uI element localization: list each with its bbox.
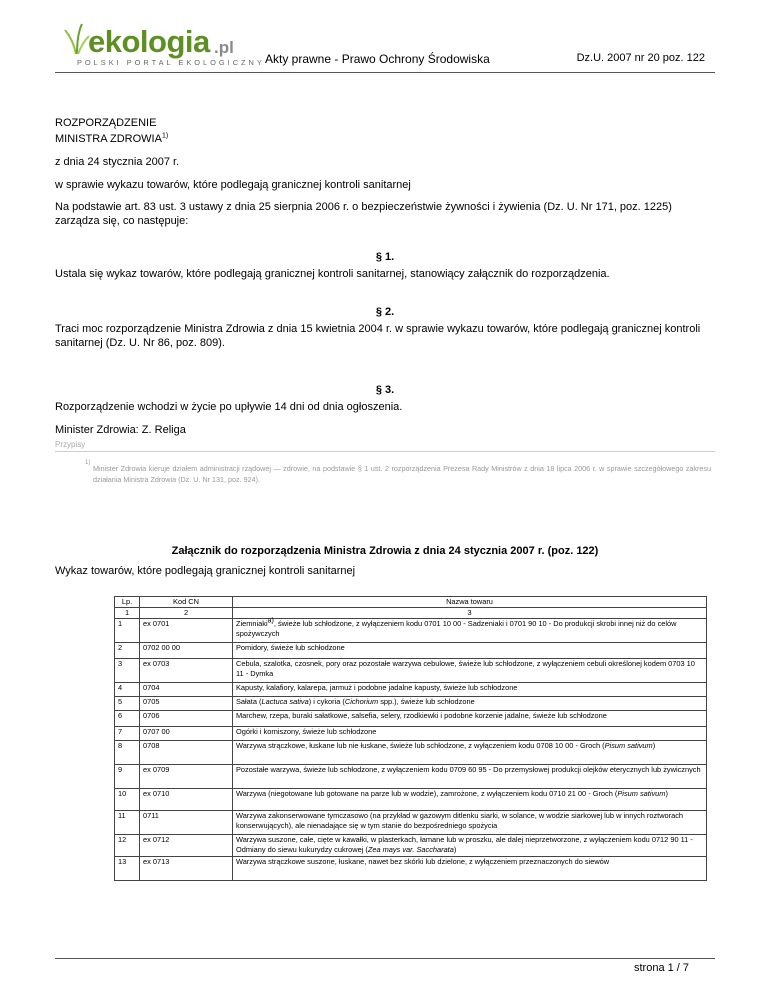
table-header-row [115,597,707,608]
header-code: Kod CN [140,597,233,608]
row-name [233,683,707,697]
row-name-end: spp.), świeże lub schłodzone [378,697,475,706]
row-name [233,835,707,857]
row-code: ex 0713 [140,857,233,881]
section-1-heading: § 1. [375,251,395,263]
row-name-end: Cebula, szalotka, czosnek, pory oraz pozostałe warzywa cebulowe, świeże lub schłodzone, z wyłączeniem cebuli określonej kodem 0703 10 11 - Dymka [236,659,695,678]
row-lp: 9 [115,765,140,789]
table-row [115,619,707,643]
row-name [233,789,707,811]
table-row [115,711,707,727]
table-body [115,619,707,881]
row-lp: 4 [115,683,140,697]
doc-issuer-text: MINISTRA ZDROWIA [55,133,162,145]
row-name [233,697,707,711]
header-num-3: 3 [233,608,707,619]
row-lp: 13 [115,857,140,881]
header-num-2: 2 [140,608,233,619]
row-latin-name: Pisum sativum [617,789,666,798]
table-row [115,835,707,857]
row-code: 0706 [140,711,233,727]
table-row [115,683,707,697]
row-name-end: Kapusty, kalafiory, kalarepa, jarmuż i podobne jadalne kapusty, świeże lub schłodzone [236,683,518,692]
row-lp: 11 [115,811,140,835]
row-name-end: Warzywa strączkowe suszone, łuskane, nawet bez skórki lub dzielone, z wyłączeniem przeznaczonych do siewów [236,857,610,866]
doc-subject: w sprawie wykazu towarów, które podlegają granicznej kontroli sanitarnej [55,179,411,191]
doc-preamble: Na podstawie art. 83 ust. 3 ustawy z dnia 25 sierpnia 2006 r. o bezpieczeństwie żywności i żywienia (Dz. U. Nr 171, poz. 1225) zarządza się, co następuje: [55,201,672,227]
doc-type: ROZPORZĄDZENIE [55,117,157,129]
row-name [233,711,707,727]
row-name-start: Sałata ( [236,697,262,706]
row-code: 0708 [140,741,233,765]
header-lp: Lp. [115,597,140,608]
row-name-middle: ) i cykoria ( [308,697,345,706]
header-title: Akty prawne - Prawo Ochrony Środowiska [265,52,490,66]
section-3-text: Rozporządzenie wchodzi w życie po upływie 14 dni od dnia ogłoszenia. [55,401,403,413]
table-number-row [115,608,707,619]
row-lp: 10 [115,789,140,811]
doc-date: z dnia 24 stycznia 2007 r. [55,156,180,168]
row-code: 0702 00 00 [140,643,233,659]
header-num-1: 1 [115,608,140,619]
section-3-heading: § 3. [375,384,395,396]
table-row [115,811,707,835]
ekologia-logo[interactable] [64,22,264,68]
row-lp: 2 [115,643,140,659]
page-number: strona 1 / 7 [634,962,690,974]
row-name-end: ) [453,845,457,854]
row-name-start: Ziemniaki [236,619,268,628]
logo-domain: .pl [214,38,234,57]
row-code: 0705 [140,697,233,711]
row-code: ex 0701 [140,619,233,643]
row-code: 0707 00 [140,727,233,741]
row-name-end: Ogórki i korniszony, świeże lub schłodzone [236,727,377,736]
row-lp: 8 [115,741,140,765]
logo-wordmark: ekologia [88,24,210,59]
section-1-text: Ustala się wykaz towarów, które podlegają granicznej kontroli sanitarnej, stanowiący załącznik do rozporządzenia. [55,268,610,280]
annex-title: Załącznik do rozporządzenia Ministra Zdrowia z dnia 24 stycznia 2007 r. (poz. 122) [171,545,599,557]
row-lp: 3 [115,659,140,683]
row-name-end: Marchew, rzepa, buraki sałatkowe, salsefia, selery, rzodkiewki i podobne korzenie jadalne, świeże lub schłodzone [236,711,607,720]
footnote-text: Minister Zdrowia kieruje działem administracji rządowej — zdrowie, na podstawie § 1 ust. 2 rozporządzenia Prezesa Rady Ministrów z dnia 18 lipca 2006 r. w sprawie szczegółowego zakresu działania Ministra Zdrowia (Dz. U. Nr 131, poz. 924). [93,464,711,484]
row-code: ex 0712 [140,835,233,857]
leaf-icon [64,22,90,56]
row-name-end: , świeże lub schłodzone, z wyłączeniem kodu 0701 10 00 - Sadzeniaki i 0701 90 10 - Do produkcji skrobi innej niż do celów spożywczych [236,619,677,638]
header-name: Nazwa towaru [233,597,707,608]
table-row [115,857,707,881]
table-row [115,697,707,711]
footnote-number: 1) [85,460,91,466]
row-code: ex 0703 [140,659,233,683]
footnotes-divider [55,451,715,452]
table-row [115,765,707,789]
table-row [115,789,707,811]
row-name [233,857,707,881]
footer-divider [55,958,715,959]
section-2-heading: § 2. [375,306,395,318]
row-lp: 5 [115,697,140,711]
row-latin-name: Pisum sativum [604,741,653,750]
table-row [115,643,707,659]
table-row [115,659,707,683]
footnotes-label: Przypisy [55,440,86,449]
goods-table [114,596,707,881]
row-lp: 1 [115,619,140,643]
page-header [55,20,715,72]
row-latin-name: Zea mays var. Saccharata [367,845,454,854]
row-latin-name: Cichorium [344,697,379,706]
row-name [233,741,707,765]
row-code: 0711 [140,811,233,835]
row-name-start: Warzywa (niegotowane lub gotowane na parze lub w wodzie), zamrożone, z wyłączeniem kodu 0710 21 00 - Groch ( [236,789,618,798]
row-name [233,811,707,835]
row-footnote-ref[interactable]: a) [267,617,274,625]
table-row [115,727,707,741]
row-code: ex 0709 [140,765,233,789]
issuer-footnote-ref[interactable]: 1) [161,132,169,140]
row-name [233,619,707,643]
row-lp: 12 [115,835,140,857]
row-name-end: Warzywa zakonserwowane tymczasowo (na przykład w gazowym ditlenku siarki, w solance, w wodzie siarkowej lub w innych roztworach konserwujących), ale nienadające się w tym stanie do bezpośredniego spożycia [236,811,684,830]
annex-subtitle: Wykaz towarów, które podlegają granicznej kontroli sanitarnej [55,565,356,577]
header-reference: Dz.U. 2007 nr 20 poz. 122 [576,52,705,64]
row-name-start: Warzywa suszone, całe, cięte w kawałki, w plasterkach, łamane lub w proszku, ale dalej nieprzetworzone, z wyłączeniem kodu 0712 90 11 - Odmiany do siewu kukurydzy cukrowej ( [236,835,693,854]
doc-issuer [55,132,168,146]
logo-tagline: POLSKI PORTAL EKOLOGICZNY [77,58,265,67]
row-name-end: Pozostałe warzywa, świeże lub schłodzone, z wyłączeniem kodu 0709 60 95 - Do przemysłowej produkcji olejków eterycznych lub żywicznych [236,765,701,774]
row-name-end: ) [665,789,668,798]
header-divider [55,72,715,73]
row-lp: 7 [115,727,140,741]
row-name [233,765,707,789]
row-name [233,659,707,683]
row-name-end: ) [652,741,656,750]
row-name [233,727,707,741]
row-code: 0704 [140,683,233,697]
section-2-text: Traci moc rozporządzenie Ministra Zdrowia z dnia 15 kwietnia 2004 r. w sprawie wykazu towarów, które podlegają granicznej kontroli sanitarnej (Dz. U. Nr 86, poz. 809). [55,323,701,349]
signature: Minister Zdrowia: Z. Religa [55,424,186,436]
row-code: ex 0710 [140,789,233,811]
row-latin-name: Lactuca sativa [261,697,309,706]
row-name-end: Pomidory, świeże lub schłodzone [236,643,345,652]
table-row [115,741,707,765]
row-lp: 6 [115,711,140,727]
row-name [233,643,707,659]
row-name-start: Warzywa strączkowe, łuskane lub nie łuskane, świeże lub schłodzone, z wyłączeniem kodu 0708 10 00 - Groch ( [236,741,605,750]
